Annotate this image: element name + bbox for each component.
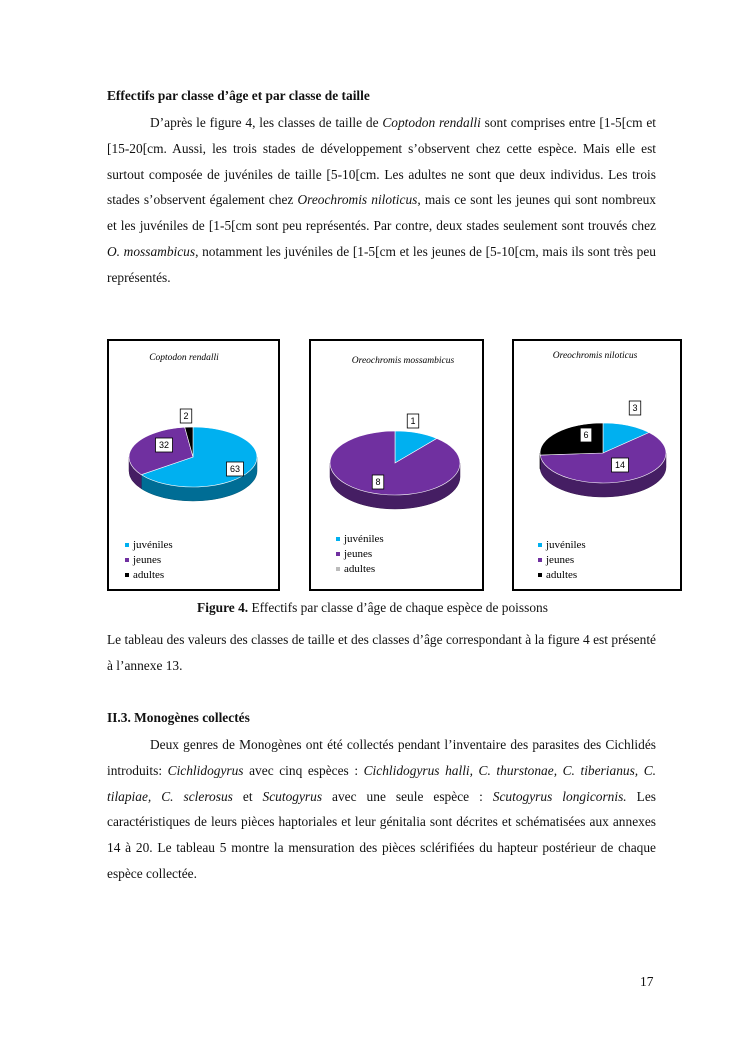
legend-swatch [336, 537, 340, 541]
text-run: et [232, 788, 263, 804]
figure-caption-label: Figure 4. [197, 600, 249, 615]
text-run: Oreochromis niloticus [297, 192, 418, 208]
paragraph-annexe: Le tableau des valeurs des classes de taille et des classes d’âge correspondant à la figure 4 est présenté à l’annexe 13. [107, 632, 656, 673]
legend-swatch [336, 552, 340, 556]
data-label [629, 401, 641, 415]
pie-chart-coptodon [109, 341, 278, 589]
text-run: O. mossambicus [107, 243, 196, 259]
figure-caption-text: Effectifs par classe d’âge de chaque espèce de poissons [248, 600, 548, 615]
pie-chart-niloticus [514, 341, 680, 589]
legend-swatch [125, 543, 129, 547]
text-run: Scutogyrus [262, 788, 323, 804]
chart-panel-coptodon [107, 339, 280, 591]
text-run: Scutogyrus longicornis. [492, 788, 627, 804]
legend-swatch [125, 558, 129, 562]
chart-title: Coptodon rendalli [149, 353, 219, 363]
data-label-text: 32 [158, 440, 170, 451]
data-label-text: 14 [614, 460, 626, 471]
data-label [227, 462, 244, 476]
text-run: D’après le figure 4, les classes de taille de [150, 115, 383, 130]
text-run: Cichlidogyrus [167, 762, 244, 778]
text-run: , mais ce sont les jeunes qui sont nombreux et les juvéniles de [1-5[cm sont peu représentés. Par contre, deux stades seulement sont trouvés chez [107, 192, 656, 234]
text-run: Coptodon rendalli [382, 115, 481, 130]
legend-label: adultes [546, 569, 578, 581]
data-label-text: 3 [632, 403, 638, 414]
chart-panel-niloticus [512, 339, 682, 591]
legend-label: juvéniles [344, 533, 384, 545]
section-heading-effectifs: Effectifs par classe d’âge et par classe de taille [107, 88, 370, 103]
page-number: 17 [640, 974, 654, 989]
text-run: sont comprises entre [1-5[cm et [15-20[cm. Aussi, les trois stades de développement s’observent chez cette espèce. Mais elle est surtout composée de juvéniles de taille [5-10[cm. Les adultes ne sont que deux individus. Les trois stades s’observent également chez [107, 115, 657, 208]
legend-label: jeunes [133, 554, 162, 566]
legend-label: juvéniles [133, 539, 173, 551]
chart-title: Oreochromis niloticus [552, 351, 638, 361]
legend-swatch [538, 558, 542, 562]
legend-label: jeunes [344, 548, 373, 560]
paragraph-monogenes [107, 732, 656, 887]
legend-label: adultes [344, 563, 376, 575]
data-label-text: 6 [583, 430, 589, 441]
legend-swatch [538, 573, 542, 577]
legend-label: jeunes [546, 554, 575, 566]
legend-label: adultes [133, 569, 165, 581]
legend-swatch [538, 543, 542, 547]
data-label-text: 1 [410, 416, 416, 427]
data-label-text: 63 [229, 464, 241, 475]
text-run: Les caractéristiques de leurs pièces haptoriales et leur génitalia sont décrites et schématisées aux annexes 14 à 20. Le tableau 5 montre la mensuration des pièces sclérifiées du hapteur postérieur de chaque espèce collectée. [107, 788, 656, 881]
text-run: , notamment les juvéniles de [1-5[cm et les jeunes de [5-10[cm, mais ils sont très peu représentés. [107, 243, 656, 285]
data-label-text: 2 [183, 411, 189, 422]
text-run: Cichlidogyrus halli, C. thurstonae, C. tiberianus, C. tilapiae, C. sclerosus [107, 762, 656, 804]
pie-slice-adultes [540, 423, 603, 455]
data-label [372, 475, 384, 489]
data-label [407, 414, 419, 428]
pie-slice-jeunes [330, 431, 460, 495]
paragraph-effectifs [107, 110, 656, 291]
text-run: Deux genres de Monogènes ont été collectés pendant l’inventaire des parasites des Cichlidés introduits: [107, 737, 656, 778]
text-run: avec une seule espèce : [322, 788, 493, 804]
data-label [580, 428, 592, 442]
section-heading-monogenes: II.3. Monogènes collectés [107, 710, 250, 725]
text-run: avec cinq espèces : [243, 762, 364, 778]
data-label [612, 458, 629, 472]
legend-swatch [125, 573, 129, 577]
pie-chart-mossambicus [311, 341, 482, 589]
legend-swatch [336, 567, 340, 571]
data-label [156, 438, 173, 452]
figure-caption [0, 600, 745, 616]
chart-title: Oreochromis mossambicus [351, 356, 455, 366]
data-label-text: 8 [375, 477, 381, 488]
legend-label: juvéniles [546, 539, 586, 551]
chart-panel-mossambicus [309, 339, 484, 591]
data-label [180, 409, 192, 423]
